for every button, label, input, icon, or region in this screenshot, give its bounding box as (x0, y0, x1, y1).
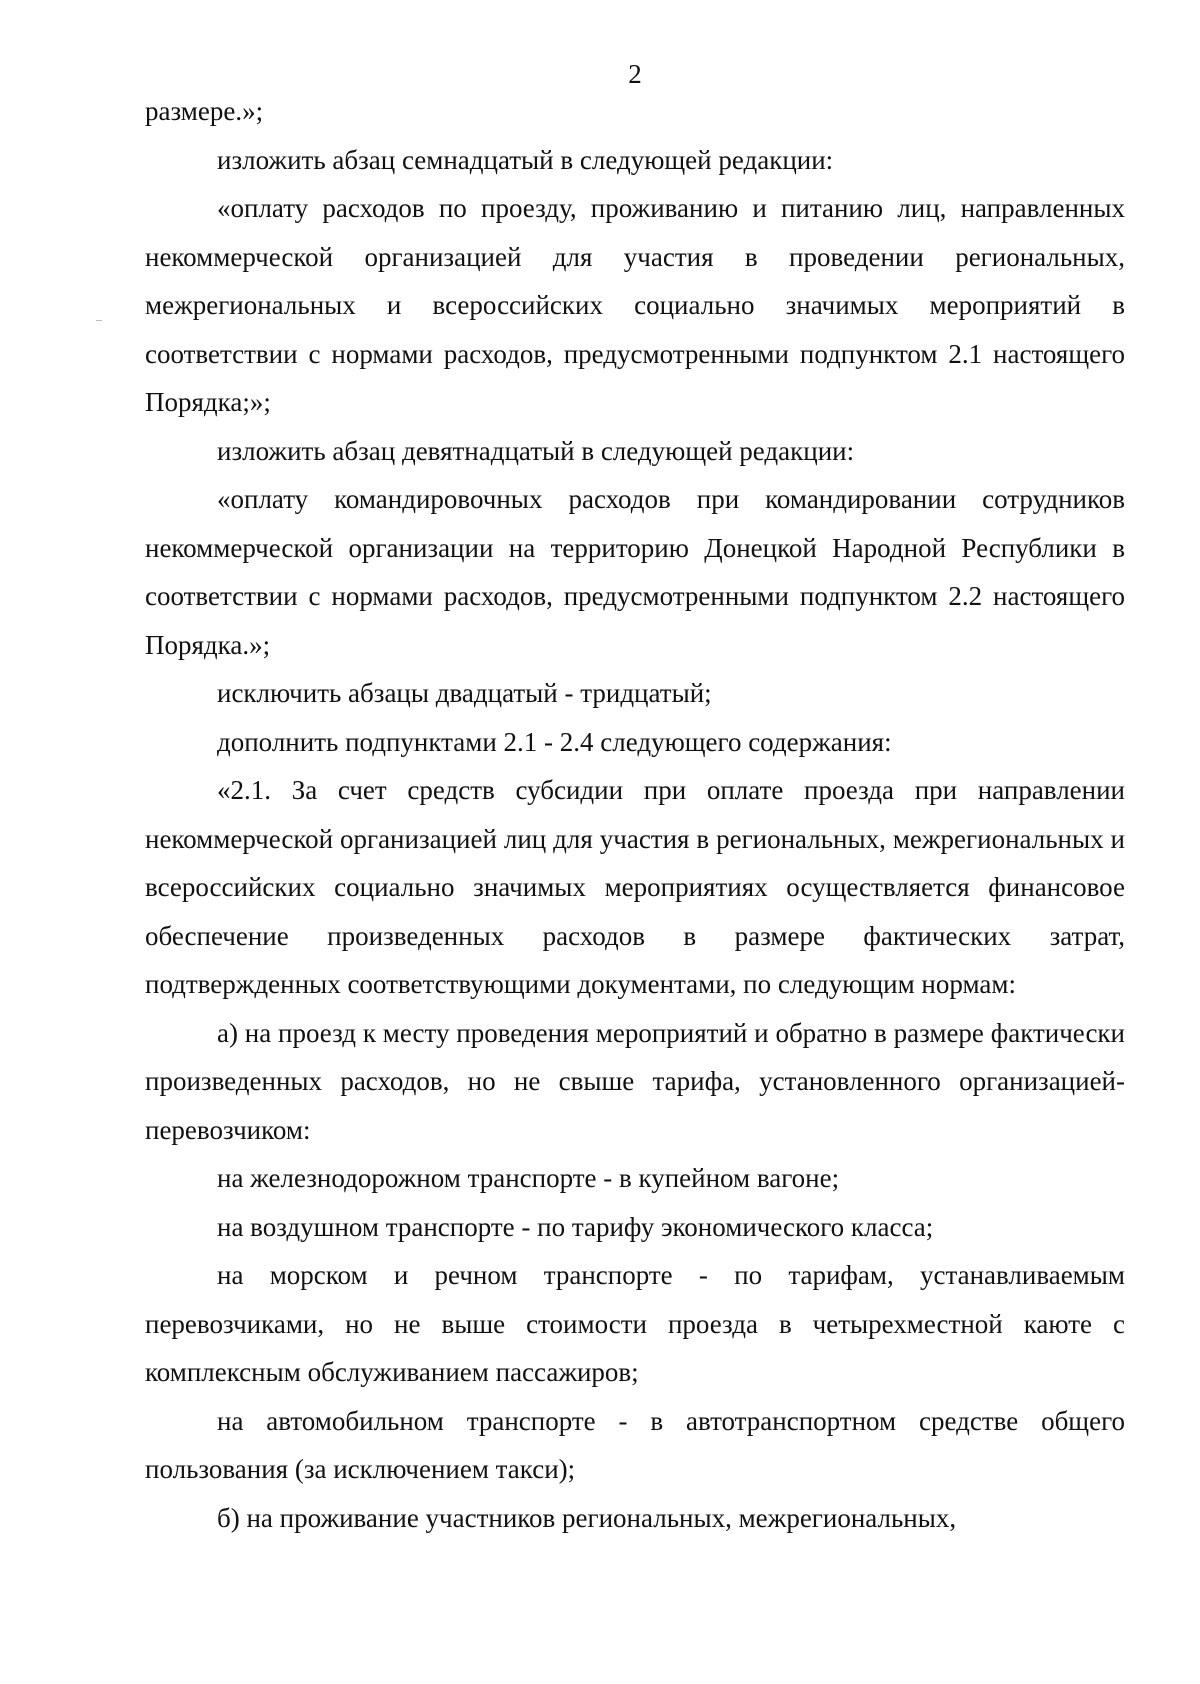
paragraph: «оплату расходов по проезду, проживанию и питанию лиц, направленных некоммерческой организацией для участия в проведении региональных, межрегиональных и всероссийских социально значимых мероприятий в соответствии с нормами расходов, предусмотренными подпунктом 2.1 настоящего Порядка;»; (145, 193, 1125, 417)
document-body (145, 87, 1125, 1542)
paragraph: а) на проезд к месту проведения мероприятий и обратно в размере фактически произведенных расходов, но не свыше тарифа, установленного организацией-перевозчиком: (145, 1017, 1125, 1145)
paragraph: исключить абзацы двадцатый - тридцатый; (217, 678, 712, 708)
paragraph: изложить абзац девятнадцатый в следующей редакции: (217, 435, 855, 466)
paragraph: дополнить подпунктами 2.1 - 2.4 следующего содержания: (217, 726, 892, 757)
paragraph: на автомобильном транспорте - в автотранспортном средстве общего пользования (за исключением такси); (145, 1405, 1125, 1484)
paragraph: «оплату командировочных расходов при командировании сотрудников некоммерческой организации на территорию Донецкой Народной Республики в соответствии с нормами расходов, предусмотренными подпунктом 2.2 настоящего Порядка.»; (145, 484, 1125, 660)
margin-mark (96, 320, 102, 321)
paragraph: на железнодорожном транспорте - в купейном вагоне; (217, 1163, 840, 1193)
paragraph: «2.1. За счет средств субсидии при оплате проезда при направлении некоммерческой организацией лиц для участия в региональных, межрегиональных и всероссийских социально значимых мероприятиях осуществляется финансовое обеспечение произведенных расходов в размере фактических затрат, подтвержденных соответствующими документами, по следующим нормам: (145, 775, 1125, 999)
page-number: 2 (628, 59, 642, 89)
paragraph: изложить абзац семнадцатый в следующей редакции: (217, 144, 834, 175)
paragraph: размере.»; (145, 96, 264, 126)
paragraph: на морском и речном транспорте - по тарифам, устанавливаемым перевозчиками, но не выше стоимости проезда в четырехместной каюте с комплексным обслуживанием пассажиров; (145, 1260, 1125, 1387)
paragraph: б) на проживание участников региональных, межрегиональных, (217, 1502, 957, 1533)
paragraph: на воздушном транспорте - по тарифу экономического класса; (217, 1211, 934, 1242)
